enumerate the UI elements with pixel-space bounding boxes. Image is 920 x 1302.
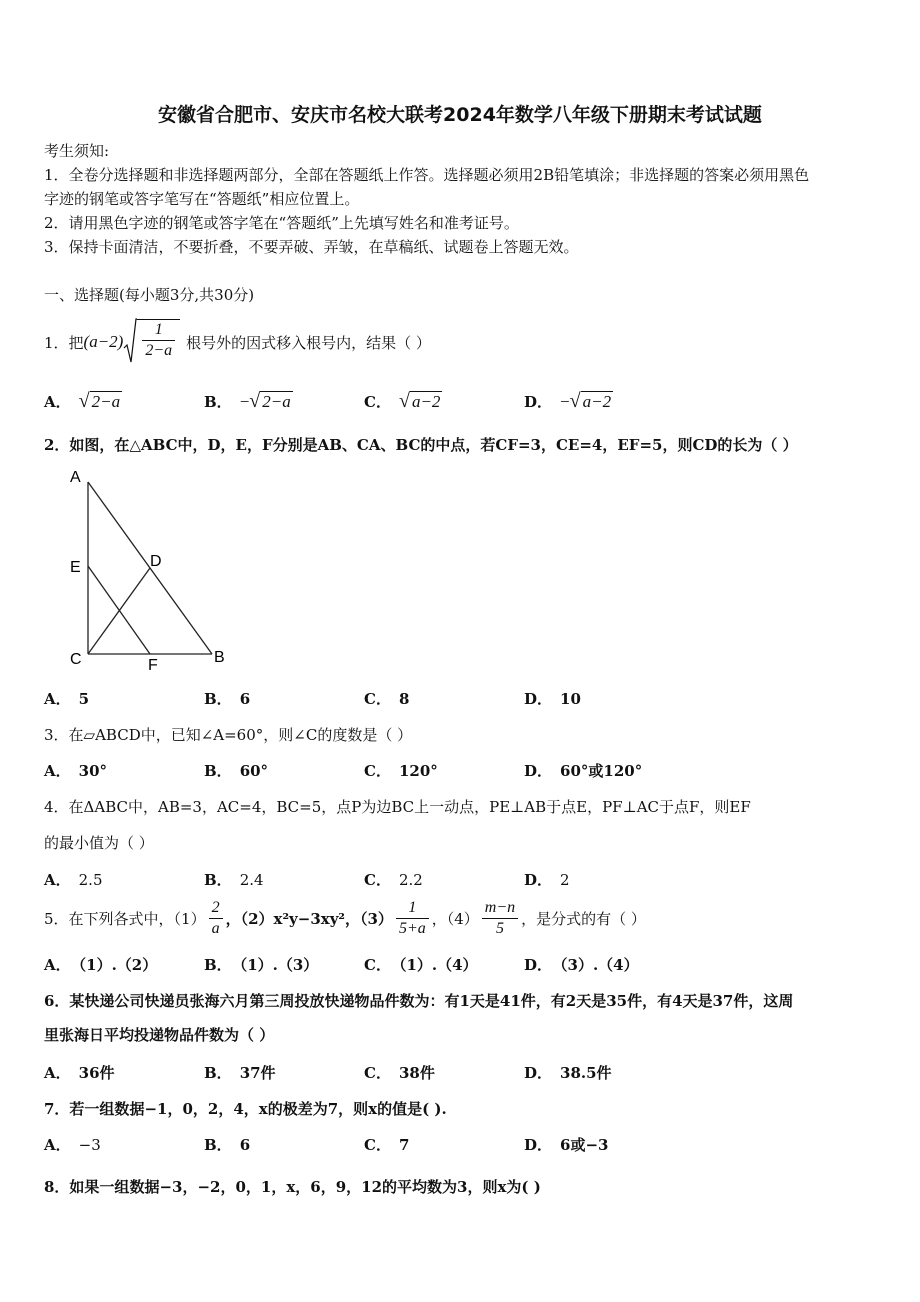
point-label-a: A — [70, 469, 81, 486]
q7-option-b[interactable]: B． 6 — [204, 1136, 251, 1154]
q1-frac-den: 2−a — [142, 340, 175, 361]
notice-item-1b: 字迹的钢笔或答字笔写在“答题纸”相应位置上。 — [44, 190, 360, 208]
q5-mid1: ，（2）x²y−3xy²，（3） — [225, 910, 393, 928]
q6-option-c[interactable]: C． 38件 — [364, 1064, 435, 1082]
point-label-c: C — [70, 651, 82, 668]
q1-option-a[interactable]: A． √ 2−a — [44, 390, 121, 412]
q3-option-b[interactable]: B． 60° — [204, 762, 269, 780]
question-6-line-2: 里张海日平均投递物品件数为（ ） — [44, 1026, 275, 1044]
q1-rest: 根号外的因式移入根号内，结果（ ） — [186, 333, 431, 352]
point-label-b: B — [214, 649, 225, 666]
q5-frac3-num: 1 — [408, 899, 417, 916]
q5-frac1-den: a — [209, 918, 223, 939]
q1-option-c[interactable]: C． √ a−2 — [364, 390, 441, 412]
question-3: 3．在▱ABCD中，已知∠A=60°，则∠C的度数是（ ） — [44, 726, 413, 744]
q5-frac1-num: 2 — [211, 899, 220, 916]
q1-radical — [123, 318, 180, 366]
q5-frac3-den: 5+a — [396, 918, 429, 939]
q7-option-c[interactable]: C． 7 — [364, 1136, 410, 1154]
q7-option-a[interactable]: A． −3 — [44, 1136, 101, 1154]
q7-option-d[interactable]: D． 6或−3 — [524, 1136, 609, 1154]
point-label-d: D — [150, 553, 162, 570]
q5-option-d[interactable]: D． （3）.（4） — [524, 956, 639, 974]
q2-option-b[interactable]: B． 6 — [204, 690, 251, 708]
q6-option-b[interactable]: B． 37件 — [204, 1064, 276, 1082]
q5-frac4-den: 5 — [482, 918, 518, 939]
q2-option-c[interactable]: C． 8 — [364, 690, 410, 708]
q3-option-c[interactable]: C． 120° — [364, 762, 438, 780]
notice-item-2: 2．请用黑色字迹的钢笔或答字笔在“答题纸”上先填写姓名和准考证号。 — [44, 214, 519, 232]
q1-number: 1．把 — [44, 333, 84, 352]
question-6-line-1: 6．某快递公司快递员张海六月第三周投放快递物品件数为：有1天是41件，有2天是35件，有4天是37件，这周 — [44, 992, 794, 1010]
q6-option-a[interactable]: A． 36件 — [44, 1064, 115, 1082]
q2-option-d[interactable]: D． 10 — [524, 690, 581, 708]
question-4-line-1: 4．在ΔABC中，AB=3，AC=4，BC=5，点P为边BC上一动点，PE⊥AB于点E，PF⊥AC于点F，则EF — [44, 798, 751, 816]
point-label-e: E — [70, 559, 81, 576]
q5-option-c[interactable]: C． （1）.（4） — [364, 956, 478, 974]
radical-sign-icon — [123, 318, 137, 366]
q4-option-d[interactable]: D． 2 — [524, 871, 570, 889]
q3-option-a[interactable]: A． 30° — [44, 762, 108, 780]
q5-option-b[interactable]: B． （1）.（3） — [204, 956, 319, 974]
section-heading: 一、选择题(每小题3分,共30分) — [44, 286, 255, 304]
triangle-figure — [60, 462, 240, 674]
question-8: 8．如果一组数据−3，−2，0，1，x，6，9，12的平均数为3，则x为( ) — [44, 1178, 541, 1196]
q2-option-a[interactable]: A． 5 — [44, 690, 90, 708]
q4-option-c[interactable]: C． 2.2 — [364, 871, 423, 889]
question-1 — [44, 318, 431, 366]
q1-option-b[interactable]: B． −√ 2−a — [204, 390, 291, 412]
question-2: 2．如图，在△ABC中，D，E，F分别是AB、CA、BC的中点，若CF=3，CE=4，EF=5，则CD的长为（ ） — [44, 436, 798, 454]
q6-option-d[interactable]: D． 38.5件 — [524, 1064, 612, 1082]
notice-heading: 考生须知: — [44, 142, 110, 160]
page-title: 安徽省合肥市、安庆市名校大联考2024年数学八年级下册期末考试试题 — [158, 104, 762, 126]
q5-mid2: ，（4） — [431, 910, 479, 928]
q5-frac4-num: m−n — [484, 899, 516, 916]
notice-item-3: 3．保持卡面清洁，不要折叠，不要弄破、弄皱，在草稿纸、试题卷上答题无效。 — [44, 238, 579, 256]
q1-frac-num: 1 — [154, 321, 163, 338]
q1-option-d[interactable]: D． −√ a−2 — [524, 390, 612, 412]
question-7: 7．若一组数据−1，0，2，4，x的极差为7，则x的值是( ). — [44, 1100, 447, 1118]
question-5 — [44, 898, 646, 939]
q5-pre: 5．在下列各式中，（1） — [44, 910, 206, 928]
notice-item-1a: 1．全卷分选择题和非选择题两部分，全部在答题纸上作答。选择题必须用2B铅笔填涂；非选择题的答案必须用黑色 — [44, 166, 810, 184]
question-4-line-2: 的最小值为（ ） — [44, 834, 154, 852]
q5-option-a[interactable]: A． （1）.（2） — [44, 956, 158, 974]
q4-option-b[interactable]: B． 2.4 — [204, 871, 264, 889]
q5-post: ，是分式的有（ ） — [521, 910, 646, 928]
q3-option-d[interactable]: D． 60°或120° — [524, 762, 643, 780]
q4-option-a[interactable]: A． 2.5 — [44, 871, 103, 889]
q1-factor: (a−2) — [83, 332, 124, 351]
point-label-f: F — [148, 657, 158, 674]
